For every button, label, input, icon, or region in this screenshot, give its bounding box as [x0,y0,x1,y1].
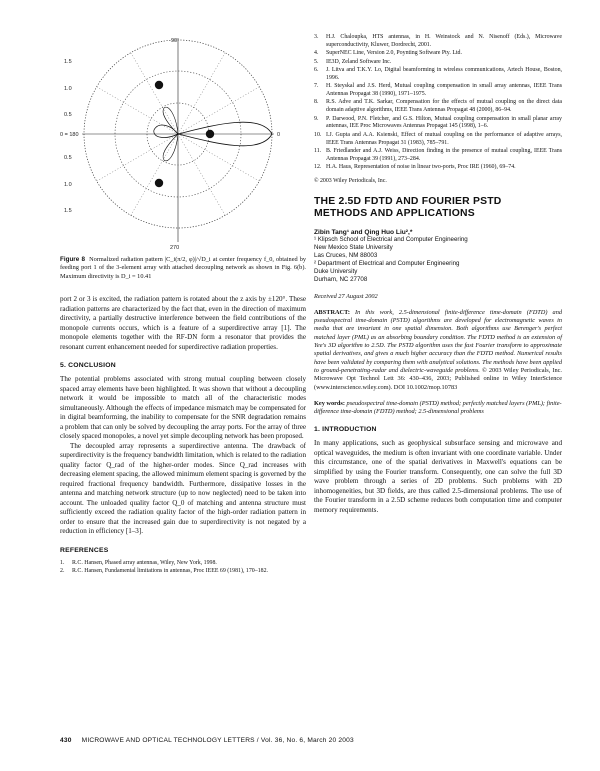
reference-item: 1. R.C. Hansen, Phased array antennas, Wiley, New York, 1998. [60,559,217,566]
conclusion-paragraph-1: The potential problems associated with strong mutual coupling between closely spaced array elements have been highlighted. It was shown that without a decoupling network it would be impossible to match all of the characteristic modes simultaneously. Although the effects of impedance mismatch may be compensated for in digital beamforming, the inability to compensate for the SNR degradation remains a problem that can only be solved by decoupling the array ports. For the array of three closely spaced monopoles, a novel yet simple decoupling network has been proposed. [60,375,306,441]
array-element-2 [206,130,214,138]
radiation-pattern-side-lobe-upper [163,107,178,134]
page-footer [60,737,562,744]
article-title-line-1: THE 2.5D FDTD AND FOURIER PSTD [314,195,502,207]
affil-line: Las Cruces, NM 88003 [314,251,378,259]
reference-item: 3. H.J. Chaloupka, HTS antennas, in H. Weinstock and N. Nisenoff (Eds.), Microwave superconductivity, Kluwer, Dordrecht, 2001. [314,34,562,48]
label-bottom: 270 [170,245,180,250]
keywords [314,400,562,417]
article-title [314,196,562,220]
continued-paragraph: port 2 or 3 is excited, the radiation pattern is rotated about the z axis by ±120°. These radiation patterns are characterized by the fact that, even in the direction of maximum directivity, a partially destructive interference between the field contributions of the monopole currents occurs, which is a feature of a superdirective array [1]. The monopole elements together with the RF-DN form a resonator that provides the resonant current enhancement needed for superdirective radiation properties. [60,295,306,351]
figure-8 [60,34,306,250]
ytick-2: 0.5 [64,112,72,118]
affil-line: New Mexico State University [314,243,393,251]
reference-item: 2. R.C. Hansen, Fundamental limitations in antennas, Proc IEEE 69 (1981), 170–182. [60,568,268,575]
page-number: 430 [60,737,72,744]
reference-item: 11. B. Friedlander and A.J. Weiss, Direction finding in the presence of mutual coupling, IEEE Trans Antennas Propagat 39 (1991), 273–284. [314,147,562,162]
abstract-text: In this work, 2.5-dimensional finite-difference time-domain (FDTD) and pseudospectral time-domain (PSTD) algorithms are developed for electromagnetic waves in media that are invariant in one spatial dimension. Both algorithms use Berenger's perfect matched layer (PML) as an absorbing boundary condition. The FDTD method is an extension of Yee's 3D algorithm to 2.5D. The PSTD algorithm uses the fast Fourier transform to approximate spatial derivatives, and gives a much higher accuracy than the FDTD method. Numerical results have been validated by comparing them with analytical solutions. The methods have been applied to ground-penetrating-radar and dielectric-waveguide problems. [314,308,562,374]
ytick-4: 0.5 [64,155,72,161]
reference-item: 10. I.J. Gupta and A.A. Ksienski, Effect of mutual coupling on the performance of adaptive arrays, IEEE Trans Antennas Propagat 31 (1983), 785–791. [314,131,562,146]
introduction-heading: 1. INTRODUCTION [314,426,377,434]
article-authors: Zibin Tang¹ and Qing Huo Liu²,* [314,228,413,236]
affil-line: ² Department of Electrical and Computer Engineering [314,259,460,267]
right-column [314,34,562,515]
abstract-tail: © 2003 Wiley Periodicals, Inc. Microwave Opt Technol Lett 36: 430–436, 2003; Published online in Wiley InterScience (www.interscience.wiley.com). DOI 10.1002/mop.10783 [314,366,562,391]
references-list-left [60,560,306,576]
affiliations [314,236,562,284]
ytick-0: 1.5 [64,59,72,65]
label-left: 0 = 180 [60,132,79,138]
left-column [60,34,306,577]
introduction-paragraph: In many applications, such as geophysical subsurface sensing and microwave and optical waveguides, the medium is often invariant with one coordinate variable. Under this circumstance, one of the spatial derivatives in Maxwell's equations can be simplified by using the Fourier transform. Consequently, one can solve the full 3D wave problem through a series of 2D problems. Such problems with 2D inhomogeneities, but 3D fields, are thus called 2.5-dimensional problems. The use of the Fourier transform in a 2.5D scheme reduces both computation time and computer memory requirements. [314,439,562,514]
caption-label: Figure 8 [60,256,85,263]
ytick-5: 1.0 [64,182,72,188]
reference-item: 5. IE3D, Zeland Software Inc. [314,58,392,65]
array-element-1 [155,81,163,89]
reference-item: 6. J. Litva and T.K.Y. Lo, Digital beamforming in wireless communications, Artech House, Boston, 1996. [314,66,562,81]
keywords-label: Key words: [314,399,345,407]
received-date: Received 27 August 2002 [314,292,378,300]
abstract [314,309,562,392]
reference-item: 12. H.A. Haus, Representation of noise in linear two-ports, Proc IRE (1960), 69–74. [314,164,516,171]
caption-text: Normalized radiation pattern |C_i(π/2, φ)|/√D_i at center frequency f_0, obtained by feeding port 1 of the 3-element array with attached decoupling network as shown in Fig. 6(b). Maximum directivity is D_i = 10.41 [60,256,306,280]
label-top: 90 [171,38,178,44]
polar-plot [60,34,306,250]
label-right: 0 [277,132,281,138]
reference-item: 9. P. Darwood, P.N. Fletcher, and G.S. Hilton, Mutual coupling compensation in small planar array antennas, IEE Proc Microwaves Antennas Propagat 145 (1998), 1–6. [314,115,562,130]
references-heading: REFERENCES [60,546,109,554]
article-title-line-2: METHODS AND APPLICATIONS [314,207,475,219]
abstract-label: ABSTRACT: [314,308,350,316]
conclusion-paragraph-2: The decoupled array represents a superdirective antenna. The drawback of superdirectivity is the frequency bandwidth limitation, which is related to the radiation quality factor Q_rad of the higher-order modes. Since Q_rad increases with decreasing element spacing, the allowed minimum element spacing is governed by the required fractional frequency bandwidth. Furthermore, dissipative losses in the antenna and matching network structure (up to now neglected) need to be taken into account. The unloaded quality factor Q_0 of matching and antenna structure must sufficiently exceed the radiation quality factor of the high-order radiation pattern in order to ensure that the increased gain due to superdirectivity is not negated by a reduction in efficiency [1–3]. [60,441,306,536]
radiation-pattern-side-lobe-lower [163,134,178,161]
array-element-3 [155,179,163,187]
reference-item: 4. SuperNEC Line, Version 2.0, Poynting Software Pty. Ltd. [314,50,462,57]
copyright-line: © 2003 Wiley Periodicals, Inc. [314,177,387,184]
references-list-right [314,34,562,172]
affil-line: Durham, NC 27708 [314,275,368,283]
keywords-text: pseudospectral time-domain (PSTD) method; perfectly matched layers (PML); finite-difference time-domain (FDTD) method; 2.5-dimensional problems [314,399,562,416]
radiation-pattern-back-lobe [154,125,178,137]
affil-line: Duke University [314,267,358,275]
reference-item: 7. H. Steyskal and J.S. Herd, Mutual coupling compensation in small array antennas, IEEE Trans Antennas Propagat 38 (1990), 1971–1975. [314,83,562,97]
figure-caption [60,256,306,281]
reference-item: 8. R.S. Adve and T.K. Sarkar, Compensation for the effects of mutual coupling on the direct data domain adaptive algorithms, IEEE Trans Antennas Propagat 48 (2000), 86–94. [314,99,562,114]
ytick-6: 1.5 [64,208,72,214]
ytick-1: 1.0 [64,86,72,92]
conclusion-heading: 5. CONCLUSION [60,362,116,370]
affil-line: ¹ Klipsch School of Electrical and Computer Engineering [314,235,468,243]
journal-info: MICROWAVE AND OPTICAL TECHNOLOGY LETTERS / Vol. 36, No. 6, March 20 2003 [81,737,354,744]
